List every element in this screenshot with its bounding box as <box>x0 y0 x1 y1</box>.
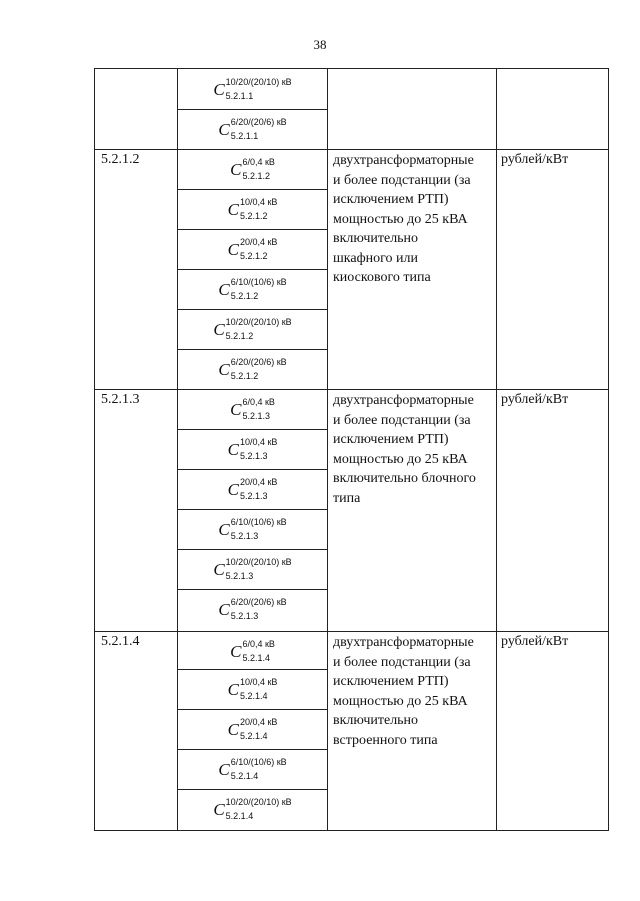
formula-symbol: C <box>230 641 242 661</box>
formula-superscript: 20/0,4 кВ <box>239 237 278 247</box>
rate-formula <box>179 789 326 829</box>
description-line: включительно <box>333 713 419 728</box>
item-unit: рублей/кВт <box>501 392 569 407</box>
description-line: мощностью до 25 кВА <box>333 211 468 227</box>
description-line: двухтрансформаторные <box>333 635 474 650</box>
rate-formula <box>179 749 326 789</box>
description-line: типа <box>333 490 361 506</box>
formula-superscript: 10/0,4 кВ <box>239 437 278 447</box>
formula-subscript: 5.2.1.2 <box>242 171 270 181</box>
description-line: мощностью до 25 кВА <box>333 451 468 467</box>
formula-subscript: 5.2.1.3 <box>230 531 259 541</box>
formula-symbol: C <box>227 439 239 459</box>
formula-superscript: 10/20/(20/10) кВ <box>225 317 292 327</box>
rate-formula <box>179 509 326 549</box>
formula-subscript: 5.2.1.2 <box>230 291 259 301</box>
row-divider <box>95 631 608 632</box>
row-divider <box>95 389 608 390</box>
item-unit: рублей/кВт <box>501 152 569 167</box>
formula-superscript: 10/20/(20/10) кВ <box>225 77 292 87</box>
formula-symbol: C <box>227 199 239 219</box>
formula-subscript: 5.2.1.2 <box>239 211 268 221</box>
formula-symbol: C <box>227 239 239 259</box>
description-line: и более подстанции (за <box>333 172 471 188</box>
description-line: и более подстанции (за <box>333 654 471 670</box>
rate-formula <box>179 429 326 469</box>
rate-formula <box>179 349 326 389</box>
formula-superscript: 6/0,4 кВ <box>242 397 275 407</box>
formula-superscript: 6/10/(10/6) кВ <box>230 757 287 767</box>
formula-superscript: 10/20/(20/10) кВ <box>225 797 292 807</box>
formula-superscript: 6/10/(10/6) кВ <box>230 277 287 287</box>
formula-subscript: 5.2.1.4 <box>239 691 268 701</box>
rate-formula <box>179 589 326 629</box>
rate-formula <box>179 189 326 229</box>
formula-superscript: 6/0,4 кВ <box>242 639 275 649</box>
description-line: киоскового типа <box>333 270 431 285</box>
formula-superscript: 20/0,4 кВ <box>239 477 278 487</box>
formula-symbol: C <box>213 799 225 819</box>
formula-symbol: C <box>230 159 242 179</box>
formula-symbol: C <box>218 359 230 379</box>
formula-subscript: 5.2.1.3 <box>225 571 254 581</box>
description-line: двухтрансформаторные <box>333 153 474 168</box>
item-number: 5.2.1.3 <box>101 392 140 407</box>
formula-superscript: 20/0,4 кВ <box>239 717 278 727</box>
formula-superscript: 10/0,4 кВ <box>239 197 278 207</box>
description-line: исключением РТП) <box>333 432 449 447</box>
rate-formula <box>179 631 326 671</box>
formula-subscript: 5.2.1.4 <box>225 811 254 821</box>
description-line: и более подстанции (за <box>333 412 471 428</box>
formula-subscript: 5.2.1.1 <box>225 91 254 101</box>
item-description <box>333 391 497 508</box>
item-number: 5.2.1.2 <box>101 152 140 167</box>
description-line: мощностью до 25 кВА <box>333 693 468 709</box>
description-line: встроенного типа <box>333 732 438 748</box>
description-line: включительно <box>333 231 419 246</box>
formula-symbol: C <box>227 679 239 699</box>
page-number: 38 <box>313 37 327 52</box>
rate-formula <box>179 109 326 149</box>
item-description <box>333 633 497 750</box>
formula-superscript: 6/20/(20/6) кВ <box>230 117 287 127</box>
rate-formula <box>179 549 326 589</box>
formula-symbol: C <box>218 599 230 619</box>
rate-formula <box>179 229 326 269</box>
formula-symbol: C <box>218 119 230 139</box>
formula-superscript: 6/10/(10/6) кВ <box>230 517 287 527</box>
item-description <box>333 151 497 288</box>
formula-superscript: 10/20/(20/10) кВ <box>225 557 292 567</box>
formula-subscript: 5.2.1.3 <box>242 411 270 421</box>
item-unit: рублей/кВт <box>501 634 569 649</box>
formula-superscript: 10/0,4 кВ <box>239 677 278 687</box>
tariff-table <box>94 68 609 831</box>
description-line: исключением РТП) <box>333 192 449 207</box>
formula-symbol: C <box>218 279 230 299</box>
formula-symbol: C <box>227 719 239 739</box>
rate-formula <box>179 309 326 349</box>
rate-formula <box>179 149 326 189</box>
column-divider <box>177 69 178 830</box>
description-line: исключением РТП) <box>333 674 449 689</box>
item-number: 5.2.1.4 <box>101 634 140 649</box>
formula-symbol: C <box>227 479 239 499</box>
rate-formula <box>179 709 326 749</box>
rate-formula <box>179 389 326 429</box>
row-divider <box>95 149 608 150</box>
formula-superscript: 6/20/(20/6) кВ <box>230 597 287 607</box>
formula-subscript: 5.2.1.2 <box>239 251 268 261</box>
formula-symbol: C <box>218 519 230 539</box>
formula-superscript: 6/20/(20/6) кВ <box>230 357 287 367</box>
formula-subscript: 5.2.1.3 <box>239 491 268 501</box>
formula-subscript: 5.2.1.2 <box>230 371 259 381</box>
formula-symbol: C <box>230 399 242 419</box>
rate-formula <box>179 469 326 509</box>
rate-formula <box>179 69 326 109</box>
description-line: включительно блочного <box>333 471 476 486</box>
formula-subscript: 5.2.1.3 <box>230 611 259 621</box>
formula-superscript: 6/0,4 кВ <box>242 157 275 167</box>
formula-subscript: 5.2.1.1 <box>230 131 259 141</box>
formula-symbol: C <box>213 79 225 99</box>
formula-subscript: 5.2.1.4 <box>242 653 270 663</box>
formula-symbol: C <box>213 559 225 579</box>
formula-subscript: 5.2.1.4 <box>239 731 268 741</box>
formula-symbol: C <box>218 759 230 779</box>
description-line: шкафного или <box>333 250 419 266</box>
formula-symbol: C <box>213 319 225 339</box>
rate-formula <box>179 669 326 709</box>
column-divider <box>327 69 328 830</box>
formula-subscript: 5.2.1.4 <box>230 771 259 781</box>
description-line: двухтрансформаторные <box>333 393 474 408</box>
formula-subscript: 5.2.1.2 <box>225 331 254 341</box>
formula-subscript: 5.2.1.3 <box>239 451 268 461</box>
rate-formula <box>179 269 326 309</box>
